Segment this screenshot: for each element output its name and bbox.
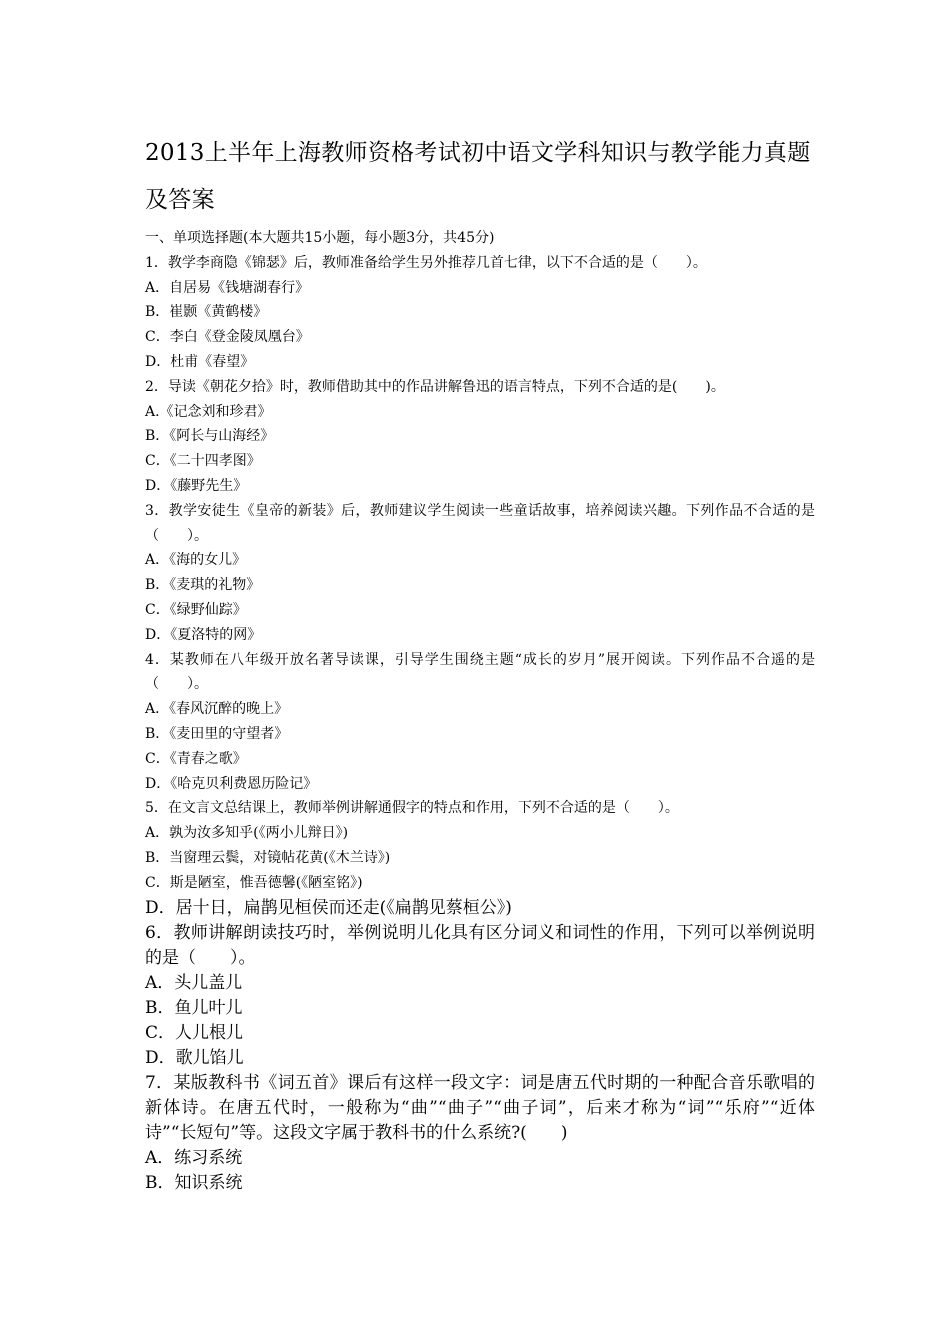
option-d: D．《夏洛特的网》 <box>145 626 262 643</box>
question-text: 5．在文言文总结课上，教师举例讲解通假字的特点和作用，下列不合适的是（ ）。 <box>145 800 679 817</box>
option-c: C．《绿野仙踪》 <box>145 601 247 618</box>
questions-large-block <box>145 896 815 1196</box>
option-b: B．《麦琪的礼物》 <box>145 577 261 594</box>
option-a: A.《记念刘和珍君》 <box>145 403 272 420</box>
question-4 <box>145 648 815 797</box>
questions-small-block <box>145 251 815 896</box>
option-a: A．自居易《钱塘湖春行》 <box>145 279 310 296</box>
option-d: D．《哈克贝利费恩历险记》 <box>145 775 318 792</box>
option-c: C．李白《登金陵凤凰台》 <box>145 329 310 346</box>
option-a: A．孰为汝多知乎(《两小儿辩日》) <box>145 825 349 842</box>
document-page <box>145 130 815 1196</box>
question-5 <box>145 796 815 895</box>
option-b: B．当窗理云鬓，对镜帖花黄(《木兰诗》) <box>145 849 391 866</box>
question-text: 7．某版教科书《词五首》课后有这样一段文字：词是唐五代时期的一种配合音乐歌唱的新体诗。在唐五代时，一般称为“曲”“曲子”“曲子词”，后来才称为“词”“乐府”“近体诗”“长短句”等。这段文字属于教科书的什么系统?( ) <box>145 1072 815 1143</box>
question-7 <box>145 1071 815 1196</box>
option-b: B．崔颢《黄鹤楼》 <box>145 304 268 321</box>
option-a: A．头儿盖儿 <box>145 972 243 993</box>
option-b: B．《阿长与山海经》 <box>145 428 275 445</box>
question-text: 1．教学李商隐《锦瑟》后，教师准备给学生另外推荐几首七律，以下不合适的是（ ）。 <box>145 254 707 271</box>
option-d: D．居十日，扁鹊见桓侯而还走(《扁鹊见蔡桓公》) <box>145 897 512 918</box>
option-c: C．《二十四孝图》 <box>145 453 261 470</box>
document-title: 2013上半年上海教师资格考试初中语文学科知识与教学能力真题及答案 <box>145 140 811 213</box>
option-d: D．《藤野先生》 <box>145 477 248 494</box>
question-text: 2．导读《朝花夕拾》时，教师借助其中的作品讲解鲁迅的语言特点，下列不合适的是( )。 <box>145 378 725 395</box>
option-c: C．人儿根儿 <box>145 1022 244 1043</box>
option-c: C．《青春之歌》 <box>145 750 247 767</box>
option-d: D．杜甫《春望》 <box>145 353 255 370</box>
option-a: A．《海的女儿》 <box>145 552 247 569</box>
option-d: D．歌儿馅儿 <box>145 1047 244 1068</box>
option-b: B．鱼儿叶儿 <box>145 997 243 1018</box>
question-text: 4．某教师在八年级开放名著导读课，引导学生围绕主题“成长的岁月”展开阅读。下列作品不合遥的是（ ）。 <box>145 651 815 693</box>
question-3 <box>145 499 815 648</box>
option-a: A．《春风沉醉的晚上》 <box>145 701 289 718</box>
option-b: B．《麦田里的守望者》 <box>145 725 289 742</box>
option-a: A．练习系统 <box>145 1147 243 1168</box>
option-b: B．知识系统 <box>145 1172 243 1193</box>
option-c: C．斯是陋室，惟吾德馨(《陋室铭》) <box>145 874 363 891</box>
section-heading: 一、单项选择题(本大题共15小题，每小题3分，共45分) <box>145 230 495 246</box>
question-6 <box>145 921 815 1071</box>
question-1 <box>145 251 815 375</box>
question-2 <box>145 375 815 499</box>
question-text: 6．教师讲解朗读技巧时，举例说明儿化具有区分词义和词性的作用，下列可以举例说明的是（ ）。 <box>145 922 815 968</box>
question-text: 3．教学安徒生《皇帝的新装》后，教师建议学生阅读一些童话故事，培养阅读兴趣。下列作品不合适的是（ ）。 <box>145 502 815 544</box>
